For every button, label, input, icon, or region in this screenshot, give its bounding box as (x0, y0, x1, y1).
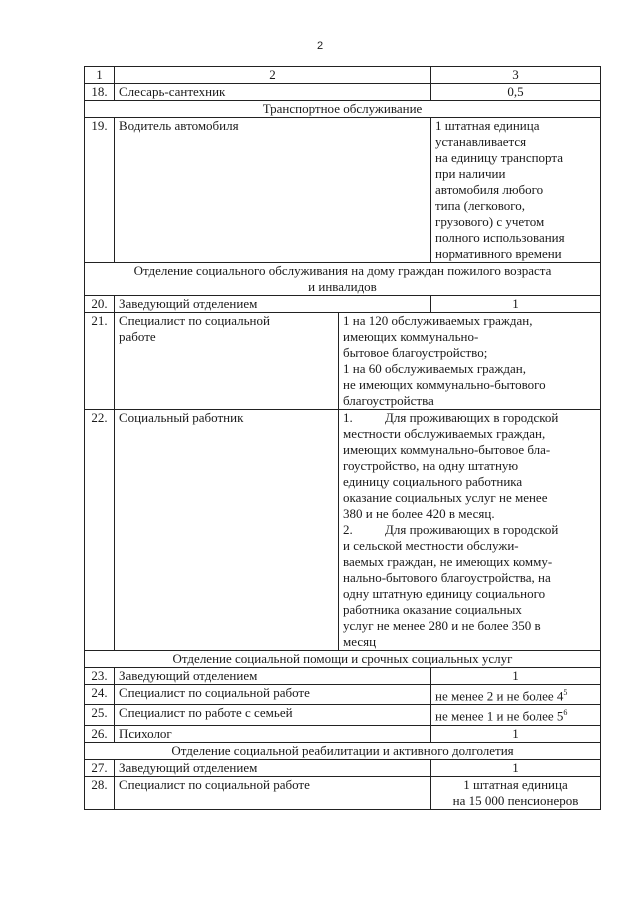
table-row (85, 296, 601, 313)
row-number: 22. (85, 410, 115, 651)
section-row (85, 651, 601, 668)
section-row (85, 742, 601, 759)
table-row (85, 118, 601, 263)
norm-line: имеющих коммунально- (343, 329, 479, 344)
staff-norm: 1 (431, 668, 601, 685)
norm-item-2 (343, 522, 596, 538)
header-row (85, 67, 601, 84)
norm-line: 1 на 120 обслуживаемых граждан, (343, 313, 533, 328)
footnote-ref: 6 (563, 708, 568, 718)
norm-line: типа (легкового, (435, 198, 525, 213)
table-row (85, 410, 601, 651)
norm-line: единицу социального работника (343, 474, 523, 489)
row-number: 25. (85, 705, 115, 725)
norm-line: 1 на 60 обслуживаемых граждан, (343, 361, 527, 376)
norm-line: при наличии (435, 166, 506, 181)
position-name (115, 313, 339, 410)
norm-text: не менее 2 и не более 4 (435, 688, 564, 704)
page-number: 2 (316, 40, 324, 52)
staff-norm: 1 (431, 296, 601, 313)
staff-norm (431, 118, 601, 263)
staff-norm: 1 (431, 725, 601, 742)
position-name: Заведующий отделением (115, 668, 431, 685)
section-title-home-care (85, 263, 601, 296)
norm-line: Для проживающих в городской (385, 410, 559, 425)
row-number: 28. (85, 776, 115, 809)
position-name: Социальный работник (115, 410, 339, 651)
position-name: Водитель автомобиля (115, 118, 431, 263)
norm-line: 1 штатная единица (463, 776, 568, 792)
norm-line: благоустройства (343, 393, 434, 408)
staff-norms-table (84, 66, 601, 810)
norm-line: нально-бытового благоустройства, на (343, 570, 551, 585)
table-row (85, 705, 601, 725)
staff-norm: 1 (431, 759, 601, 776)
staff-norm (431, 685, 601, 705)
staff-norm: 0,5 (431, 84, 601, 101)
norm-line: нормативного времени (435, 246, 562, 261)
row-number: 24. (85, 685, 115, 705)
table-row (85, 668, 601, 685)
norm-line: оказание социальных услуг не менее (343, 490, 548, 505)
norm-line: на 15 000 пенсионеров (452, 792, 579, 808)
norm-line: имеющих коммунально-бытовое бла- (343, 442, 551, 457)
norm-line: местности обслуживаемых граждан, (343, 426, 546, 441)
norm-line: и сельской местности обслужи- (343, 538, 519, 553)
row-number: 21. (85, 313, 115, 410)
list-marker: 1. (343, 410, 353, 425)
list-marker: 2. (343, 522, 353, 537)
norm-line: месяц (343, 634, 377, 649)
name-line: работе (119, 329, 156, 344)
position-name: Заведующий отделением (115, 759, 431, 776)
section-title-social-help: Отделение социальной помощи и срочных социальных услуг (85, 651, 601, 668)
table-row (85, 725, 601, 742)
section-line: Отделение социального обслуживания на дому граждан пожилого возраста (133, 263, 552, 278)
norm-line: устанавливается (435, 134, 527, 149)
norm-line: на единицу транспорта (435, 150, 564, 165)
row-number: 20. (85, 296, 115, 313)
table-row (85, 776, 601, 809)
table-row (85, 313, 601, 410)
staff-norm (339, 410, 601, 651)
table-row (85, 759, 601, 776)
position-name: Психолог (115, 725, 431, 742)
header-col-3: 3 (431, 67, 601, 84)
norm-line: не имеющих коммунально-бытового (343, 377, 546, 392)
row-number: 26. (85, 725, 115, 742)
header-col-2: 2 (115, 67, 431, 84)
norm-line: автомобиля любого (435, 182, 544, 197)
norm-line: грузового) с учетом (435, 214, 545, 229)
position-name: Слесарь-сантехник (115, 84, 431, 101)
norm-line: 380 и не более 420 в месяц. (343, 506, 495, 521)
section-row (85, 263, 601, 296)
norm-line: 1 штатная единица (435, 118, 540, 133)
norm-line: одну штатную единицу социального (343, 586, 546, 601)
norm-line: бытовое благоустройство; (343, 345, 488, 360)
norm-line: Для проживающих в городской (385, 522, 559, 537)
header-col-1: 1 (85, 67, 115, 84)
footnote-ref: 5 (563, 688, 568, 697)
norm-line: гоустройство, на одну штатную (343, 458, 519, 473)
row-number: 18. (85, 84, 115, 101)
position-name: Заведующий отделением (115, 296, 431, 313)
section-title-transport: Транспортное обслуживание (85, 101, 601, 118)
norm-line: полного использования (435, 230, 565, 245)
row-number: 19. (85, 118, 115, 263)
name-line: Специалист по социальной (119, 313, 270, 328)
table-row (85, 84, 601, 101)
staff-norm (431, 776, 601, 809)
table-row (85, 685, 601, 705)
norm-item-1 (343, 410, 596, 426)
section-row (85, 101, 601, 118)
norm-line: работника оказание социальных (343, 602, 522, 617)
staff-norm (339, 313, 601, 410)
norm-line: услуг не менее 280 и не более 350 в (343, 618, 541, 633)
staff-norm (431, 705, 601, 725)
section-title-rehabilitation: Отделение социальной реабилитации и активного долголетия (85, 742, 601, 759)
section-line: и инвалидов (308, 279, 377, 294)
norm-text: не менее 1 и не более 5 (435, 708, 564, 724)
row-number: 23. (85, 668, 115, 685)
position-name: Специалист по работе с семьей (115, 705, 431, 725)
position-name: Специалист по социальной работе (115, 776, 431, 809)
row-number: 27. (85, 759, 115, 776)
position-name: Специалист по социальной работе (115, 685, 431, 705)
norm-line: ваемых граждан, не имеющих комму- (343, 554, 553, 569)
